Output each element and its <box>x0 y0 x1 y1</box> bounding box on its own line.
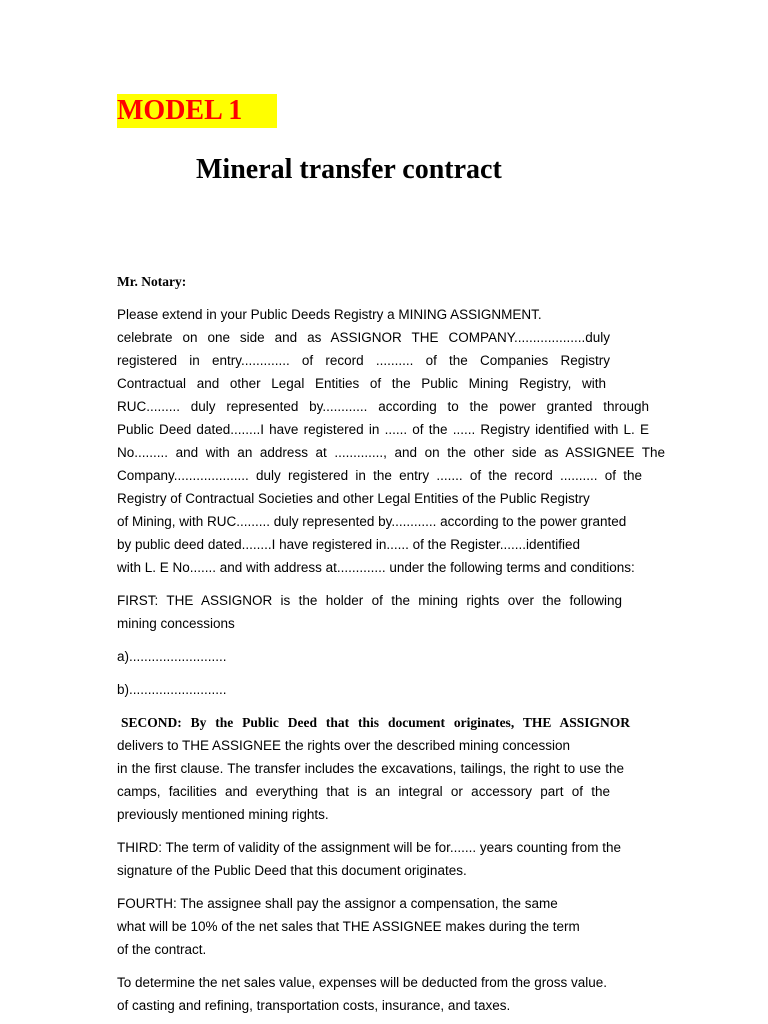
intro-line: by public deed dated........I have registered in...... of the Register.......identified <box>117 537 581 552</box>
intro-line: registered in entry............. of record .......... of the Companies Registry <box>117 353 610 368</box>
intro-line: RUC......... duly represented by............ according to the power granted through <box>117 399 649 414</box>
clause-second-lead: SECOND: By the Public Deed that this document originates, THE ASSIGNOR <box>121 715 630 730</box>
clause-first-item-a: a).......................... <box>117 649 227 664</box>
net-sales-paragraph <box>117 971 667 1017</box>
clause-third <box>117 836 667 882</box>
intro-line: Public Deed dated........I have registered in ...... of the ...... Registry identified with L. E <box>117 422 649 437</box>
intro-line: celebrate on one side and as ASSIGNOR THE COMPANY...................duly <box>117 330 610 345</box>
clause-second-line: camps, facilities and everything that is an integral or accessory part of the <box>117 784 610 799</box>
clause-second-line: delivers to THE ASSIGNEE the rights over the described mining concession <box>117 738 570 753</box>
clause-second-line: in the first clause. The transfer includes the excavations, tailings, the right to use the <box>117 761 624 776</box>
intro-line: with L. E No....... and with address at............. under the following terms and conditions: <box>117 560 635 575</box>
clause-third-line: signature of the Public Deed that this document originates. <box>117 863 467 878</box>
intro-line: No......... and with an address at ............., and on the other side as ASSIGNEE The <box>117 445 665 460</box>
document-title: Mineral transfer contract <box>196 154 502 185</box>
clause-fourth <box>117 892 667 961</box>
clause-first <box>117 589 667 635</box>
clause-second <box>117 711 667 826</box>
net-sales-line: of casting and refining, transportation costs, insurance, and taxes. <box>117 998 511 1013</box>
salutation: Mr. Notary: <box>117 274 187 289</box>
clause-second-line: previously mentioned mining rights. <box>117 807 329 822</box>
clause-first-line: FIRST: THE ASSIGNOR is the holder of the mining rights over the following <box>117 593 622 608</box>
net-sales-line: To determine the net sales value, expenses will be deducted from the gross value. <box>117 975 608 990</box>
model-label: MODEL 1 <box>117 94 277 128</box>
intro-paragraph <box>117 303 667 579</box>
intro-line: Registry of Contractual Societies and other Legal Entities of the Public Registry <box>117 491 590 506</box>
clause-fourth-line: of the contract. <box>117 942 207 957</box>
clause-first-item-b: b).......................... <box>117 682 227 697</box>
intro-line: Contractual and other Legal Entities of the Public Mining Registry, with <box>117 376 606 391</box>
clause-fourth-line: what will be 10% of the net sales that THE ASSIGNEE makes during the term <box>117 919 580 934</box>
intro-line: Please extend in your Public Deeds Registry a MINING ASSIGNMENT. <box>117 307 542 322</box>
intro-line: Company.................... duly registered in the entry ....... of the record .......... of the <box>117 468 642 483</box>
intro-line: of Mining, with RUC......... duly represented by............ according to the power granted <box>117 514 627 529</box>
clause-first-line: mining concessions <box>117 616 235 631</box>
clause-fourth-line: FOURTH: The assignee shall pay the assignor a compensation, the same <box>117 896 558 911</box>
clause-third-line: THIRD: The term of validity of the assignment will be for....... years counting from the <box>117 840 621 855</box>
document-body <box>117 270 667 1017</box>
